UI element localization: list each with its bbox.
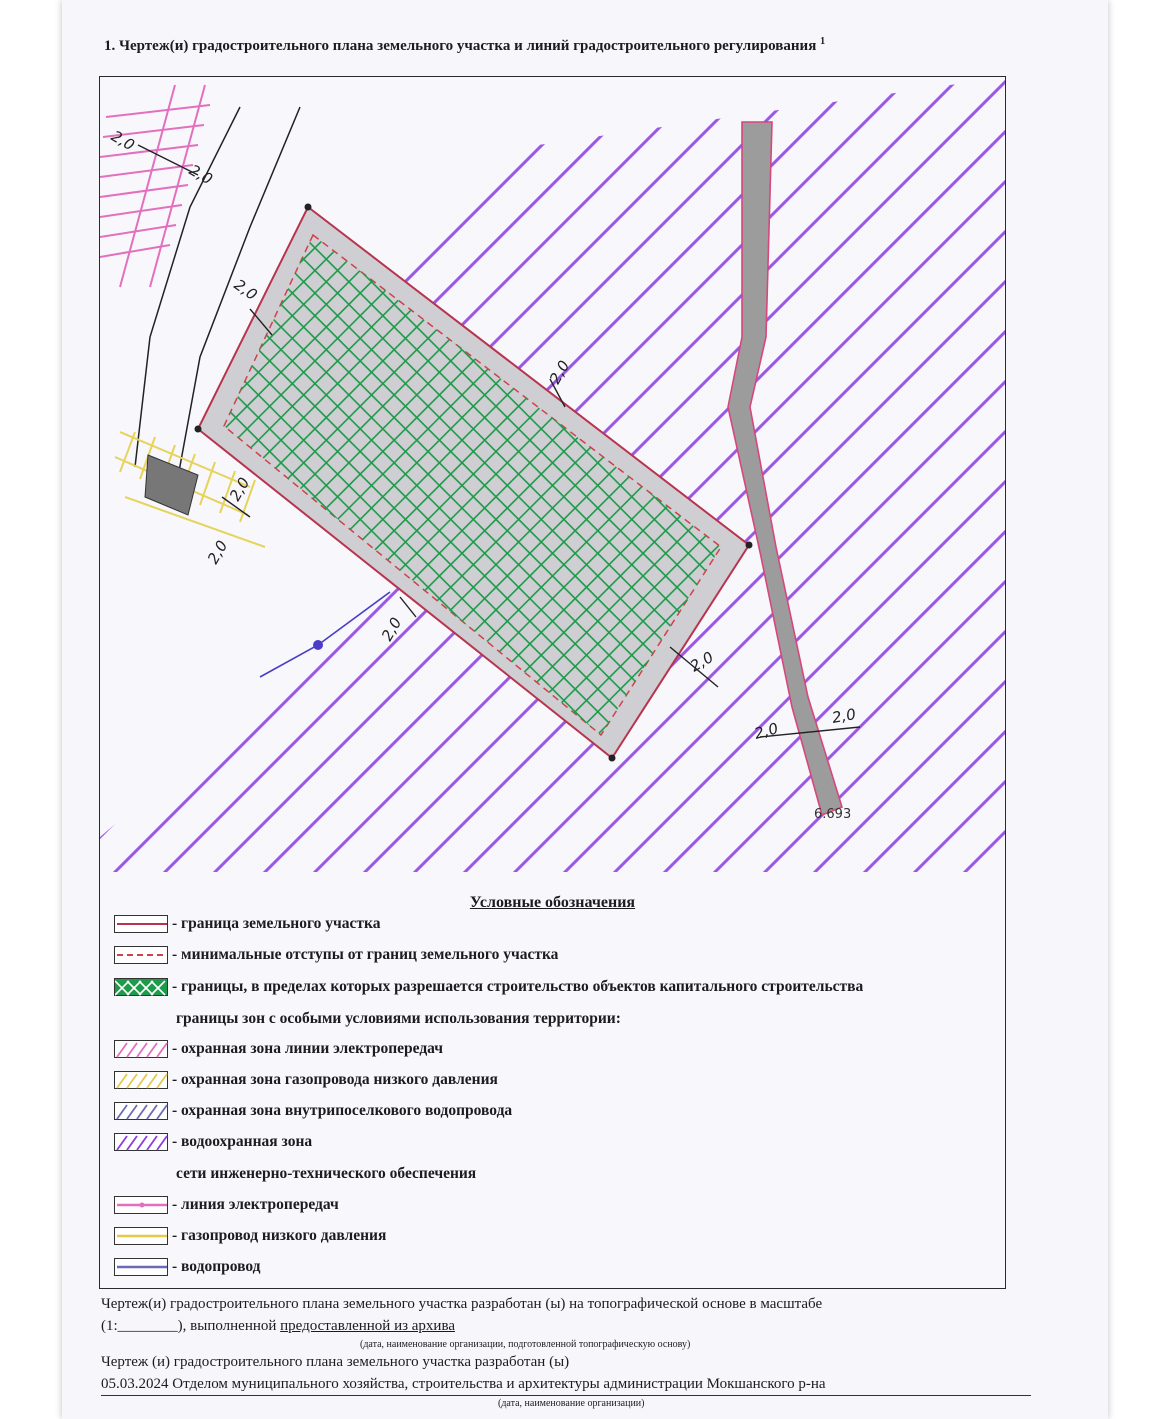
site-plan-drawing xyxy=(99,76,1006,874)
yellow-hatch-icon xyxy=(114,1071,168,1089)
pipe-line xyxy=(260,592,390,677)
footer-note-2: (дата, наименование организации) xyxy=(498,1398,645,1409)
corner-point xyxy=(305,204,312,211)
legend-label: - граница земельного участка xyxy=(172,915,381,932)
legend-item-setback xyxy=(114,943,558,967)
legend xyxy=(99,872,1006,1289)
dim-label: 2,0 xyxy=(545,357,574,387)
legend-zone-power xyxy=(114,1037,443,1061)
legend-zone-water-pipe xyxy=(114,1099,512,1123)
legend-network-water xyxy=(114,1255,261,1279)
corner-point xyxy=(609,755,616,762)
legend-item-boundary xyxy=(114,912,380,936)
legend-label: - охранная зона внутрипоселкового водопровода xyxy=(172,1102,513,1119)
dim-label: 2,0 xyxy=(830,705,858,727)
legend-label: - водоохранная зона xyxy=(172,1133,313,1150)
legend-title: Условные обозначения xyxy=(469,894,636,911)
setback-swatch-icon xyxy=(114,946,168,964)
corner-point xyxy=(746,542,753,549)
legend-label: - охранная зона газопровода низкого давления xyxy=(172,1071,498,1088)
dim-label: 2,0 xyxy=(687,647,717,676)
elevation-label: 6.693 xyxy=(814,807,852,822)
dim-label: 2,0 xyxy=(230,275,261,304)
dim-label: 2,0 xyxy=(203,537,232,567)
legend-label: - газопровод низкого давления xyxy=(172,1227,387,1244)
dim-label: 2,0 xyxy=(225,474,254,504)
footer-underline xyxy=(101,1395,1031,1396)
corner-point xyxy=(195,426,202,433)
dim-label: 2,0 xyxy=(186,160,216,189)
footer-line-4: 05.03.2024 Отделом муниципального хозяйства, строительства и архитектуры администрации Мокшанского р-на xyxy=(101,1376,826,1392)
dim-label: 2,0 xyxy=(377,614,406,644)
heading-footnote: 1 xyxy=(820,36,826,47)
dim-label: 2,0 xyxy=(108,126,138,155)
boundary-swatch-icon xyxy=(114,915,168,933)
footer-line-1: Чертеж(и) градостроительного плана земельного участка разработан (ы) на топографической основе в масштабе xyxy=(101,1296,823,1312)
footer-line-3: Чертеж (и) градостроительного плана земельного участка разработан (ы) xyxy=(101,1354,570,1370)
violet-hatch-icon xyxy=(114,1133,168,1151)
pink-hatch-icon xyxy=(114,1040,168,1058)
legend-label: - водопровод xyxy=(172,1258,261,1275)
power-line-zone xyxy=(100,85,210,287)
heading-text: 1. Чертеж(и) градостроительного плана земельного участка и линий градостроительного регулирования xyxy=(104,38,817,54)
legend-network-power xyxy=(114,1193,339,1217)
networks-header: сети инженерно-технического обеспечения xyxy=(176,1165,477,1182)
legend-label: - линия электропередач xyxy=(172,1196,339,1213)
legend-zone-water-protection xyxy=(114,1130,312,1154)
dim-label: 2,0 xyxy=(752,719,781,743)
legend-label: - минимальные отступы от границ земельного участка xyxy=(172,946,559,963)
legend-label: - охранная зона линии электропередач xyxy=(172,1040,444,1057)
footer-note-1: (дата, наименование организации, подготовленной топографическую основу) xyxy=(360,1339,691,1350)
buildable-hatch-icon xyxy=(114,978,168,996)
blue-hatch-icon xyxy=(114,1102,168,1120)
power-line-icon xyxy=(114,1196,168,1214)
legend-label: - границы, в пределах которых разрешается строительство объектов капитального строительства xyxy=(172,978,864,995)
footer-line-2 xyxy=(101,1318,455,1335)
legend-network-gas xyxy=(114,1224,386,1248)
gas-line-icon xyxy=(114,1227,168,1245)
footer-scale-text: (1:________), выполненной xyxy=(101,1318,281,1334)
footer-source-text: предоставленной из архива xyxy=(280,1318,455,1334)
legend-item-buildable xyxy=(114,975,863,999)
water-pipe-icon xyxy=(114,1258,168,1276)
site-plan-svg xyxy=(100,77,1005,873)
legend-zone-gas xyxy=(114,1068,498,1092)
page-heading xyxy=(104,36,825,55)
zones-header: границы зон с особыми условиями использования территории: xyxy=(176,1010,621,1027)
